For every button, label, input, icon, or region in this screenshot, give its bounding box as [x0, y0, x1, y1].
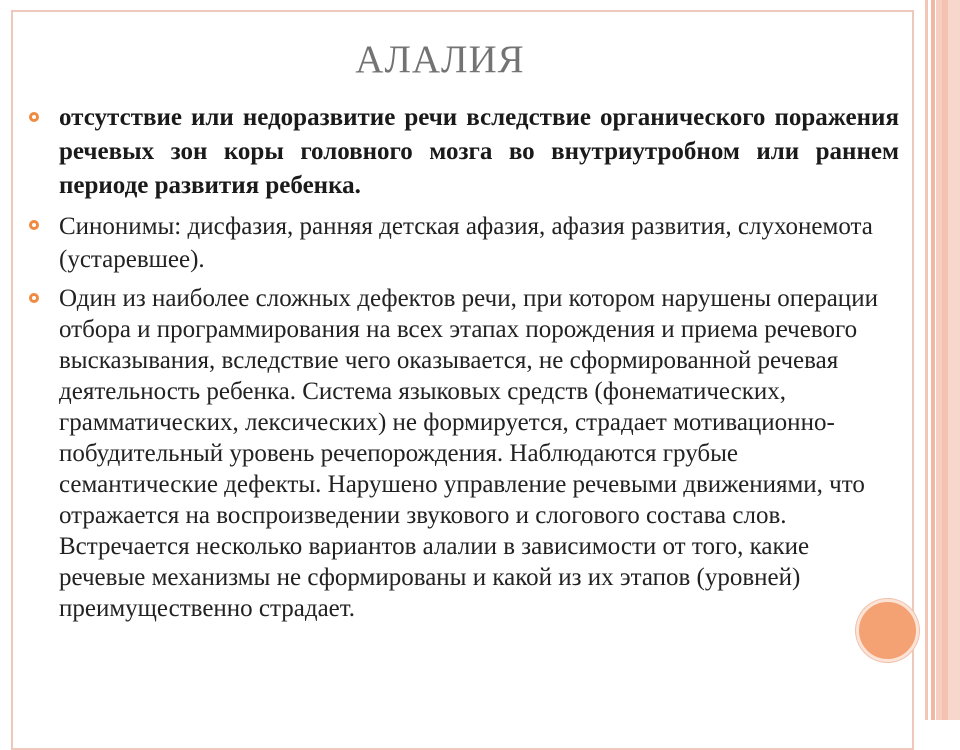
bullet-item-synonyms [28, 210, 899, 276]
decor-circle-icon [856, 599, 919, 662]
decor-stripe-1 [925, 0, 928, 720]
slide-title: АЛАЛИЯ [355, 38, 525, 81]
decor-stripe-5 [948, 0, 960, 720]
slide-content [28, 101, 899, 624]
circle-bullet-icon [29, 293, 39, 303]
bullet-text: Синонимы: дисфазия, ранняя детская афазия, афазия развития, слухонемота (устаревшее). [59, 213, 873, 273]
circle-bullet-icon [29, 220, 39, 230]
circle-bullet-icon [29, 112, 39, 122]
decor-stripe-2 [931, 0, 935, 720]
bullet-item-description [28, 283, 899, 624]
bullet-text: Один из наиболее сложных дефектов речи, при котором нарушены операции отбора и программирования на всех этапах порождения и приема речевого высказывания, вследствие чего оказывается, не сформированной речевая деятельность ребенка. Система языковых средств (фонематических, грамматических, лексических) не формируется, страдает мотивационно-побудительный уровень речепорождения. Наблюдаются грубые семантические дефекты. Нарушено управление речевыми движениями, что отражается на воспроизведении звукового и слогового состава слов. Встречается несколько вариантов алалии в зависимости от того, какие речевые механизмы не сформированы и какой из их этапов (уровней) преимущественно страдает. [59, 285, 878, 622]
bullet-item-definition [28, 101, 899, 203]
bullet-text: отсутствие или недоразвитие речи вследствие органического поражения речевых зон коры головного мозга во внутриутробном или раннем периоде развития ребенка. [59, 104, 899, 199]
